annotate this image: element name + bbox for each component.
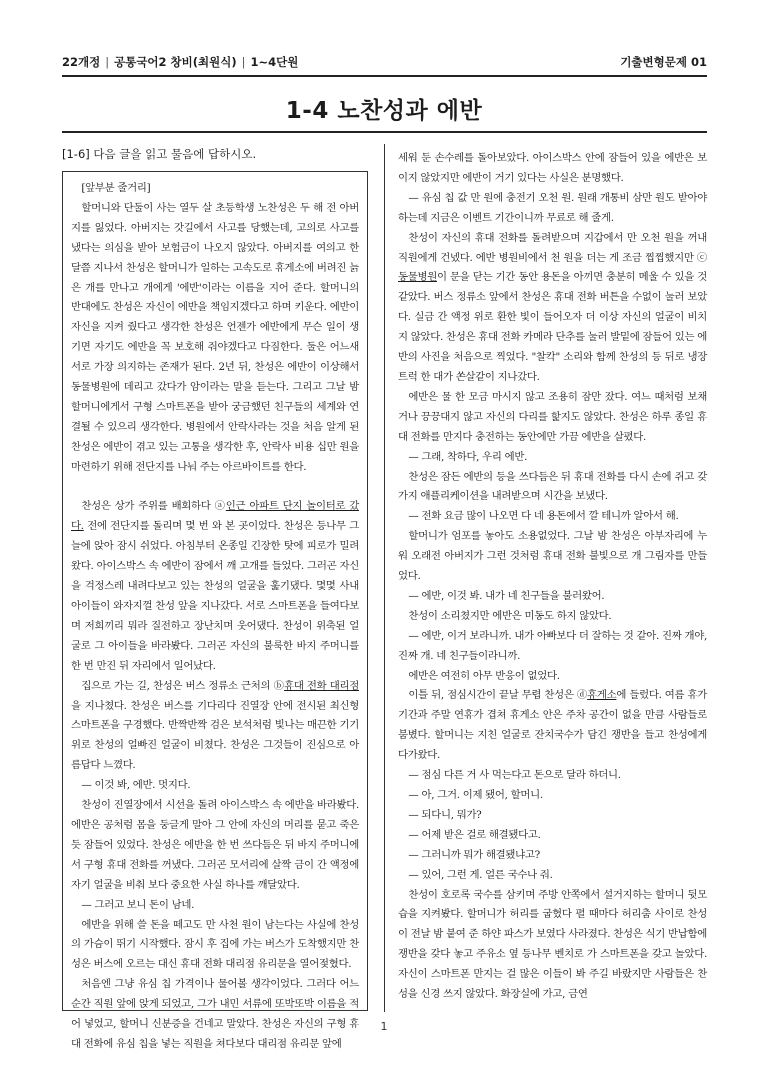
passage-paragraph: 찬성이 소리쳤지만 에반은 미동도 하지 않았다.	[408, 609, 612, 622]
header-worksheet-label: 기출변형문제 01	[620, 55, 707, 69]
passage-paragraph: 처음엔 그냥 유심 칩 가격이나 물어볼 생각이었다. 그러다 어느 순간 직원 앞에 앉게 되었고, 그가 내민 서류에 또박또박 이름을 적어 넣었고, 할머니 신분증을 건네고 말았다. 찬성은 자신의 구형 휴대 전화에 유심 칩을 넣는 직원을 쳐다보다 대리점 유리문 앞에	[71, 978, 359, 1050]
dialogue-line: — 유심 칩 값 만 원에 충전기 오천 원. 원래 개통비 삼만 원도 받아야 하는데 지금은 이벤트 기간이니까 무료로 해 줄게.	[398, 191, 707, 224]
text-run: 찬성은 상가 주위를 배회하다 ⓐ	[81, 500, 226, 513]
dialogue-line: — 그래, 착하다, 우리 에반.	[408, 450, 528, 463]
underlined-a-playground: 인근 아파트 단지 놀이터로 갔다.	[71, 500, 360, 533]
text-run: 에 들렀다. 여름 휴가 기간과 주말 연휴가 겹쳐 휴게소 안은 주차 공간이 없을 만큼 사람들로 붐볐다. 할머니는 지친 얼굴로 잔치국수가 담긴 쟁반을 들고 찬성에게 다가왔다.	[398, 689, 707, 762]
dialogue-line: — 어제 받은 걸로 해결됐다고.	[408, 828, 541, 841]
dialogue-line: — 전화 요금 많이 나오면 다 네 용돈에서 깔 테니까 알아서 해.	[408, 510, 679, 523]
dialogue-line: — 있어, 그런 게. 얼른 국수나 줘.	[408, 868, 553, 881]
passage-paragraph: 찬성이 진열장에서 시선을 돌려 아이스박스 속 에반을 바라봤다. 에반은 공처럼 몸을 둥글게 말아 그 안에 자신의 머리를 묻고 죽은 듯 잠들어 있었다. 찬성은 에반을 한 번 쓰다듬은 뒤 바지 주머니에서 구형 휴대 전화를 꺼냈다. 그러곤 모서리에 살짝 금이 간 액정에 자기 얼굴을 비춰 보다 중요한 사실 하나를 깨달았다.	[71, 799, 359, 891]
passage-right-column	[398, 149, 707, 1011]
header-curriculum: 22개정	[62, 55, 101, 69]
passage-paragraph: 에반을 위해 쓸 돈을 떼고도 만 사천 원이 남는다는 사실에 찬성의 가슴이 뛰기 시작했다. 잠시 후 집에 가는 버스가 도착했지만 찬성은 버스에 오르는 대신 휴대 전화 대리점 유리문을 열어젖혔다.	[71, 918, 359, 971]
column-divider	[384, 144, 385, 1012]
text-run: 이틀 뒤, 점심시간이 끝날 무렵 찬성은 ⓓ	[408, 689, 588, 702]
dialogue-line: — 그러고 보니 돈이 남네.	[81, 898, 195, 911]
dialogue-line: — 이것 봐, 에반. 멋지다.	[81, 779, 191, 792]
dialogue-line: — 에반, 이거 보라니까. 내가 아빠보다 더 잘하는 것 같아. 진짜 개야, 진짜 개. 네 친구들이라니까.	[398, 629, 707, 662]
passage-paragraph	[71, 677, 359, 777]
underlined-c-animal-hospital: 동물병원	[398, 271, 437, 284]
header-course-info	[62, 54, 298, 70]
dialogue-line: — 되다니, 뭐가?	[408, 808, 482, 821]
header-rule	[62, 75, 707, 77]
dialogue-line: — 점심 다른 거 사 먹는다고 돈으로 달라 하더니.	[408, 769, 621, 782]
intro-summary: 할머니와 단둘이 사는 열두 살 초등학생 노찬성은 두 해 전 아버지를 잃었다. 아버지는 갓길에서 사고를 당했는데, 고의로 사고를 냈다는 의심을 받아 보험금이 나오지 않았다. 아버지를 여의고 한 달쯤 지나서 찬성은 할머니가 일하는 고속도로 휴게소에 버려진 늙은 개를 만나고 개에게 '에반'이라는 이름을 지어 준다. 할머니의 반대에도 찬성은 자신이 에반을 책임지겠다고 하며 키운다. 에반이 자신을 지켜 줬다고 생각한 찬성은 언젠가 에반에게 무슨 일이 생기면 자기도 에반을 꼭 보호해 줘야겠다고 다짐한다. 둘은 어느새 서로 가장 의지하는 존재가 된다. 2년 뒤, 찬성은 에반이 이상해서 동물병원에 데리고 갔다가 암이라는 말을 듣는다. 그리고 그날 밤 할머니에게서 구형 스마트폰을 받아 궁금했던 친구들의 세계와 연결될 수 있으리 생각한다. 병원에서 안락사라는 것을 처음 알게 된 찬성은 에반이 겪고 있는 고통을 생각한 후, 안락사 비용 십만 원을 마련하기 위해 전단지를 나눠 주는 아르바이트를 한다.	[71, 201, 359, 473]
dialogue-line: — 아, 그거. 이제 됐어, 할머니.	[408, 789, 543, 801]
page-number: 1	[380, 1020, 388, 1033]
text-run: 전에 전단지를 돌리며 몇 번 와 본 곳이었다. 찬성은 등나무 그늘에 앉아 잠시 쉬었다. 아침부터 온종일 긴장한 탓에 피로가 밀려왔다. 아이스박스 속 에반이 잠에서 깨 고개를 들었다. 그러곤 자신을 걱정스레 내려다보고 있는 찬성의 얼굴을 훑기댔다. 몇몇 사내아이들이 와자지껄 찬성 앞을 지나갔다. 서로 스마트폰을 들여다보며 저희끼리 뭐라 질전하고 장난치며 웃어댔다. 찬성이 위축된 얼굴로 그 아이들을 바라봤다. 그러곤 자신의 불룩한 바지 주머니를 한 번 만진 뒤 자리에서 일어났다.	[71, 520, 359, 672]
passage-paragraph: 찬성은 잠든 에반의 등을 쓰다듬은 뒤 휴대 전화를 다시 손에 쥐고 갖가지 애플리케이션을 내려받으며 시간을 보냈다.	[398, 470, 707, 503]
header-separator: |	[105, 55, 110, 69]
intro-label: [앞부분 줄거리]	[81, 182, 151, 194]
dialogue-line: — 그러니까 뭐가 해결됐냐고?	[408, 848, 540, 861]
passage-paragraph: 에반은 여전히 아무 반응이 없었다.	[408, 669, 560, 682]
page-header	[62, 54, 707, 72]
header-units: 1~4단원	[250, 55, 299, 69]
passage-box-left	[62, 171, 368, 1050]
passage-paragraph	[71, 497, 359, 676]
header-textbook: 공통국어2 창비(최원식)	[114, 55, 237, 69]
text-run: 찬성이 자신의 휴대 전화를 돌려받으며 지갑에서 만 오천 원을 꺼내 직원에게 건넸다. 에반 병원비에서 천 원을 더는 게 조금 찝찝했지만 ⓒ	[398, 231, 707, 264]
title-rule	[62, 131, 707, 133]
header-separator: |	[241, 55, 246, 69]
passage-paragraph	[398, 229, 707, 388]
underlined-b-phone-store: 휴대 전화 대리점	[284, 679, 360, 692]
passage-paragraph	[398, 686, 707, 766]
dialogue-line: — 에반, 이것 봐. 내가 네 친구들을 불러왔어.	[408, 589, 605, 602]
question-instruction: [1-6] 다음 글을 읽고 물음에 답하시오.	[62, 147, 257, 161]
passage-paragraph: 에반은 물 한 모금 마시지 않고 조용히 잠만 잤다. 여느 때처럼 보채거나 끙끙대지 않고 자신의 다리를 핥지도 않았다. 찬성은 하루 종일 휴대 전화를 만지다 충전하는 동안에만 가끔 에반을 살폈다.	[398, 390, 707, 443]
text-run: 이 문을 닫는 기간 동안 용돈을 아끼면 충분히 메울 수 있을 것 같았다. 버스 정류소 앞에서 찬성은 휴대 전화 버튼을 수없이 눌러 보았다. 실금 간 액정 위로 환한 빛이 들어오자 더 이상 자신의 얼굴이 비치지 않았다. 찬성은 휴대 전화 카메라 단추를 눌러 발밑에 잠들어 있는 에반의 사진을 처음으로 찍었다. "찰칵" 소리와 함께 찬성의 등 뒤로 냉장 트럭 한 대가 쏜살같이 지나갔다.	[398, 271, 707, 383]
passage-paragraph: 할머니가 엄포를 놓아도 소용없었다. 그날 밤 찬성은 아부자리에 누워 오래전 아버지가 그런 것처럼 휴대 전화 불빛으로 개 그림자를 만들었다.	[398, 530, 707, 583]
text-run: 을 지나쳤다. 찬성은 버스를 기다리다 진열장 안에 전시된 최신형 스마트폰을 구경했다. 반짝반짝 검은 보석처럼 빛나는 매끈한 기기 위로 찬성의 얼빠진 얼굴이 비쳤다. 찬성은 그것들이 진심으로 아름답다 느꼈다.	[71, 699, 359, 772]
underlined-d-rest-area: 휴게소	[587, 689, 617, 702]
page-title: 1-4 노찬성과 에반	[285, 98, 483, 124]
text-run: 집으로 가는 길, 찬성은 버스 정류소 근처의 ⓑ	[81, 679, 285, 692]
passage-paragraph: 세워 둔 손수레를 돌아보았다. 아이스박스 안에 잠들어 있을 에반은 보이지 않았지만 에반이 거기 있다는 사실은 분명했다.	[398, 152, 707, 184]
passage-paragraph: 찬성이 호로록 국수를 삼키며 주방 안쪽에서 설거지하는 할머니 뒷모습을 지켜봤다. 할머니가 허리를 굽혔다 펼 때마다 허리춤 사이로 찬성이 전날 밤 붙여 준 하얀 파스가 보였다 사라졌다. 찬성은 식기 반납함에 쟁반을 갖다 놓고 주유소 옆 등나무 벤치로 가 스마트폰을 갖고 놀았다. 자신이 스마트폰 만지는 걸 많은 이들이 봐 주길 바랐지만 사람들은 찬성을 신경 쓰지 않았다. 화장실에 가고, 금연	[398, 888, 707, 1001]
